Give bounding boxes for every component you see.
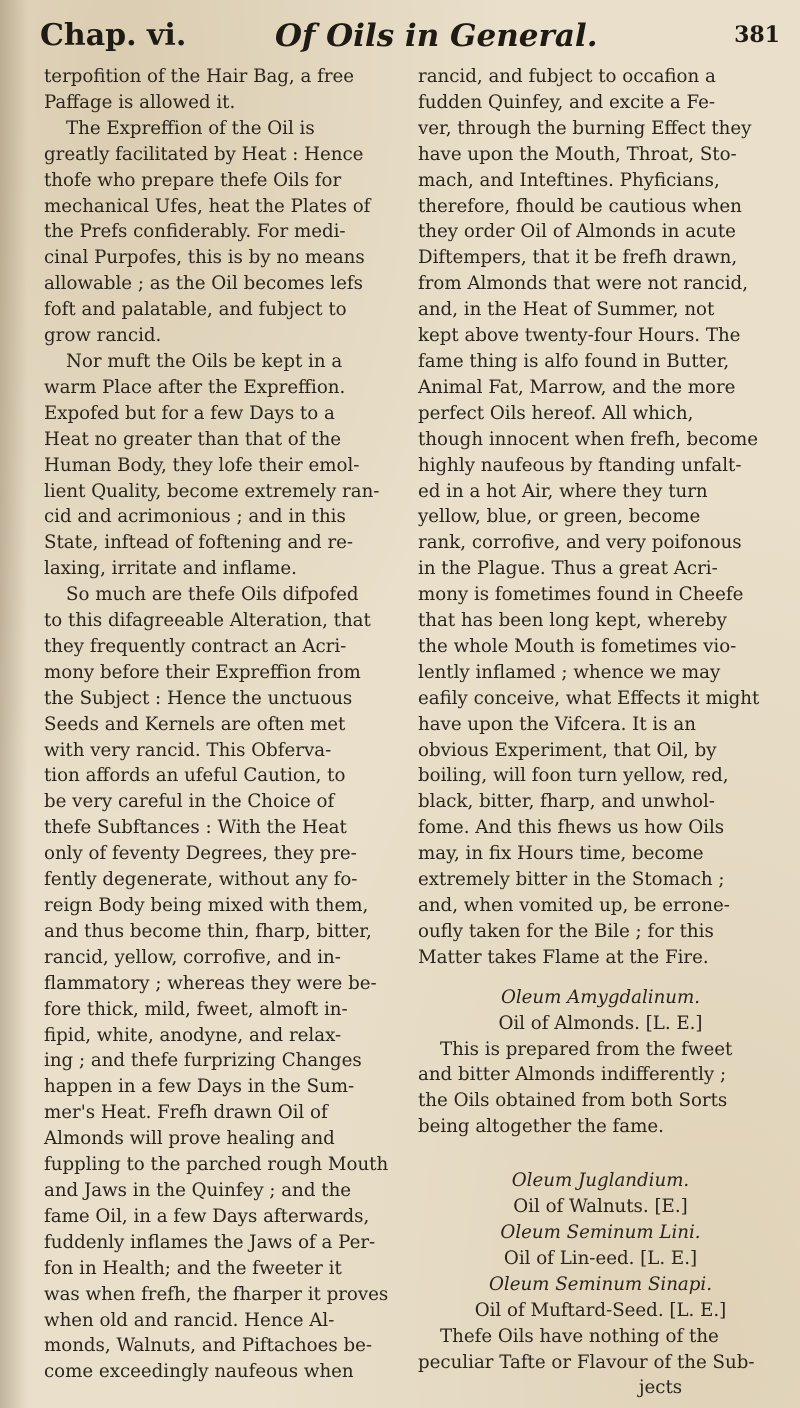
paragraph-line: allowable ; as the Oil becomes lefs — [44, 273, 363, 295]
paragraph-line: ed in a hot Air, where they turn — [418, 480, 708, 502]
paragraph-line: being altogether the fame. — [418, 1116, 664, 1138]
running-header — [40, 18, 780, 58]
paragraph-line: yellow, blue, or green, become — [418, 506, 701, 528]
paragraph-line: Expofed but for a few Days to a — [44, 402, 335, 424]
paragraph-line: Paffage is allowed it. — [44, 91, 236, 113]
paragraph-line: mony before their Expreffion from — [44, 661, 361, 683]
paragraph-line: from Almonds that were not rancid, — [418, 273, 748, 295]
paragraph-line: was when frefh, the fharper it proves — [44, 1283, 389, 1305]
paragraph-line: therefore, fhould be cautious when — [418, 195, 742, 217]
paragraph-line: to this difagreeable Alteration, that — [44, 610, 371, 632]
paragraph-line: happen in a few Days in the Sum- — [44, 1076, 355, 1098]
paragraph-line: mach, and Inteftines. Phyficians, — [418, 169, 720, 191]
paragraph-line: Almonds will prove healing and — [44, 1128, 335, 1150]
paragraph-line: grow rancid. — [44, 325, 162, 347]
section-heading-linseed: Oil of Lin-eed. [L. E.] — [503, 1247, 698, 1269]
paragraph-line: come exceedingly naufeous when — [44, 1361, 354, 1383]
paragraph-line: only of feventy Degrees, they pre- — [44, 843, 357, 865]
paragraph-line: monds, Walnuts, and Piftachoes be- — [44, 1335, 373, 1357]
paragraph-line: black, bitter, fharp, and unwhol- — [418, 791, 715, 813]
paragraph-line: laxing, irritate and inflame. — [44, 558, 297, 580]
paragraph-line: kept above twenty-four Hours. The — [418, 325, 741, 347]
paragraph-line: the Subject : Hence the unctuous — [44, 687, 353, 709]
paragraph-line: Thefe Oils have nothing of the — [440, 1325, 719, 1347]
paragraph-line: Diftempers, that it be frefh drawn, — [418, 247, 738, 269]
section-latin-heading-almonds: Oleum Amygdalinum. — [500, 986, 701, 1008]
paragraph-line: and Jaws in the Quinfey ; and the — [44, 1179, 352, 1201]
paragraph-line: peculiar Tafte or Flavour of the Sub- — [418, 1351, 755, 1373]
right-column-body — [418, 64, 783, 971]
paragraph-line: and, when vomited up, be errone- — [418, 895, 730, 916]
paragraph-line: lently inflamed ; whence we may — [418, 661, 721, 683]
paragraph-line: warm Place after the Expreffion. — [44, 376, 346, 398]
paragraph-line: ing ; and thefe furprizing Changes — [44, 1050, 362, 1072]
paragraph-line: fudden Quinfey, and excite a Fe- — [418, 91, 716, 113]
paragraph-line: they frequently contract an Acri- — [44, 635, 347, 657]
section-latin-heading-linseed: Oleum Seminum Lini. — [500, 1221, 701, 1243]
catchword: jects — [638, 1377, 683, 1399]
page-binding-shadow — [0, 0, 28, 1408]
paragraph-line: ver, through the burning Effect they — [418, 117, 752, 139]
paragraph-line: with very rancid. This Obferva- — [44, 739, 332, 761]
paragraph-line: and, in the Heat of Summer, not — [418, 299, 715, 321]
page-title: Of Oils in General. — [275, 18, 598, 54]
paragraph-line: cinal Purpofes, this is by no means — [44, 247, 365, 269]
paragraph-line: highly naufeous by ftanding unfalt- — [418, 454, 742, 476]
section-heading-almonds: Oil of Almonds. [L. E.] — [498, 1012, 703, 1034]
left-column — [44, 64, 414, 1385]
paragraph-line: fuddenly inflames the Jaws of a Per- — [44, 1231, 376, 1253]
paragraph-line: rancid, and fubject to occafion a — [418, 66, 716, 87]
paragraph-line: boiling, will foon turn yellow, red, — [418, 765, 729, 787]
paragraph-line: So much are thefe Oils difpofed — [66, 584, 359, 606]
paragraph-line: Nor muft the Oils be kept in a — [66, 350, 343, 372]
paragraph-line: that has been long kept, whereby — [418, 610, 727, 632]
paragraph-line: when old and rancid. Hence Al- — [44, 1309, 335, 1331]
paragraph-line: greatly facilitated by Heat : Hence — [44, 143, 364, 165]
section-latin-heading-walnuts: Oleum Juglandium. — [511, 1170, 690, 1192]
paragraph-line: eafily conceive, what Effects it might — [418, 687, 760, 709]
paragraph-line: have upon the Vifcera. It is an — [418, 713, 696, 735]
paragraph-line: Seeds and Kernels are often met — [44, 713, 346, 735]
paragraph-line: the whole Mouth is fometimes vio- — [418, 635, 737, 657]
paragraph-line: and bitter Almonds indifferently ; — [418, 1064, 727, 1086]
paragraph-line: fon in Health; and the fweeter it — [44, 1257, 342, 1279]
paragraph-line: terpofition of the Hair Bag, a free — [44, 66, 355, 87]
section-heading-walnuts: Oil of Walnuts. [E.] — [513, 1196, 688, 1218]
paragraph-line: extremely bitter in the Stomach ; — [418, 869, 725, 891]
paragraph-line: Heat no greater than that of the — [44, 428, 342, 450]
paragraph-line: obvious Experiment, that Oil, by — [418, 739, 717, 761]
section-latin-heading-mustard: Oleum Seminum Sinapi. — [488, 1273, 713, 1295]
paragraph-line: rank, corrofive, and very poifonous — [418, 532, 742, 554]
paragraph-line: This is prepared from the fweet — [440, 1038, 733, 1060]
paragraph-line: thofe who prepare thefe Oils for — [44, 169, 342, 191]
paragraph-line: and thus become thin, fharp, bitter, — [44, 920, 372, 942]
paragraph-line: oufly taken for the Bile ; for this — [418, 920, 714, 942]
paragraph-line: in the Plague. Thus a great Acri- — [418, 558, 718, 580]
chapter-label: Chap. vi. — [40, 18, 187, 53]
paragraph-line: fame thing is alfo found in Butter, — [418, 350, 730, 372]
paragraph-line: foft and palatable, and fubject to — [44, 299, 347, 321]
paragraph-line: Matter takes Flame at the Fire. — [418, 946, 709, 968]
paragraph-line: fome. And this fhews us how Oils — [418, 817, 725, 839]
paragraph-line: the Oils obtained from both Sorts — [418, 1090, 728, 1112]
paragraph-line: State, inftead of foftening and re- — [44, 532, 354, 554]
paragraph-line: though innocent when frefh, become — [418, 428, 759, 450]
paragraph-line: fently degenerate, without any fo- — [44, 869, 358, 891]
page-number: 381 — [734, 22, 780, 48]
paragraph-line: fuppling to the parched rough Mouth — [44, 1154, 389, 1176]
right-column — [418, 64, 783, 1401]
paragraph-line: reign Body being mixed with them, — [44, 895, 369, 916]
paragraph-line: they order Oil of Almonds in acute — [418, 221, 736, 243]
paragraph-line: Human Body, they lofe their emol- — [44, 454, 360, 476]
paragraph-line: thefe Subftances : With the Heat — [44, 817, 347, 839]
paragraph-line: cid and acrimonious ; and in this — [44, 506, 346, 528]
paragraph-line: fame Oil, in a few Days afterwards, — [44, 1205, 370, 1227]
paragraph-line: lient Quality, become extremely ran- — [44, 480, 380, 502]
paragraph-line: may, in fix Hours time, become — [418, 843, 704, 865]
paragraph-line: flammatory ; whereas they were be- — [44, 972, 377, 994]
paragraph-line: rancid, yellow, corrofive, and in- — [44, 946, 341, 968]
section-heading-mustard: Oil of Muftard-Seed. [L. E.] — [474, 1299, 727, 1321]
paragraph-line: Animal Fat, Marrow, and the more — [418, 376, 736, 398]
paragraph-line: The Expreffion of the Oil is — [66, 117, 315, 139]
paragraph-line: perfect Oils hereof. All which, — [418, 402, 694, 424]
paragraph-line: have upon the Mouth, Throat, Sto- — [418, 143, 737, 165]
paragraph-line: tion affords an ufeful Caution, to — [44, 765, 346, 787]
paragraph-line: mer's Heat. Frefh drawn Oil of — [44, 1102, 328, 1124]
paragraph-line: the Prefs confiderably. For medi- — [44, 221, 346, 243]
paragraph-line: be very careful in the Choice of — [44, 791, 335, 813]
paragraph-line: mechanical Ufes, heat the Plates of — [44, 195, 371, 217]
paragraph-line: fipid, white, anodyne, and relax- — [44, 1024, 342, 1046]
paragraph-line: fore thick, mild, fweet, almoft in- — [44, 998, 348, 1020]
paragraph-line: mony is fometimes found in Cheefe — [418, 584, 744, 606]
